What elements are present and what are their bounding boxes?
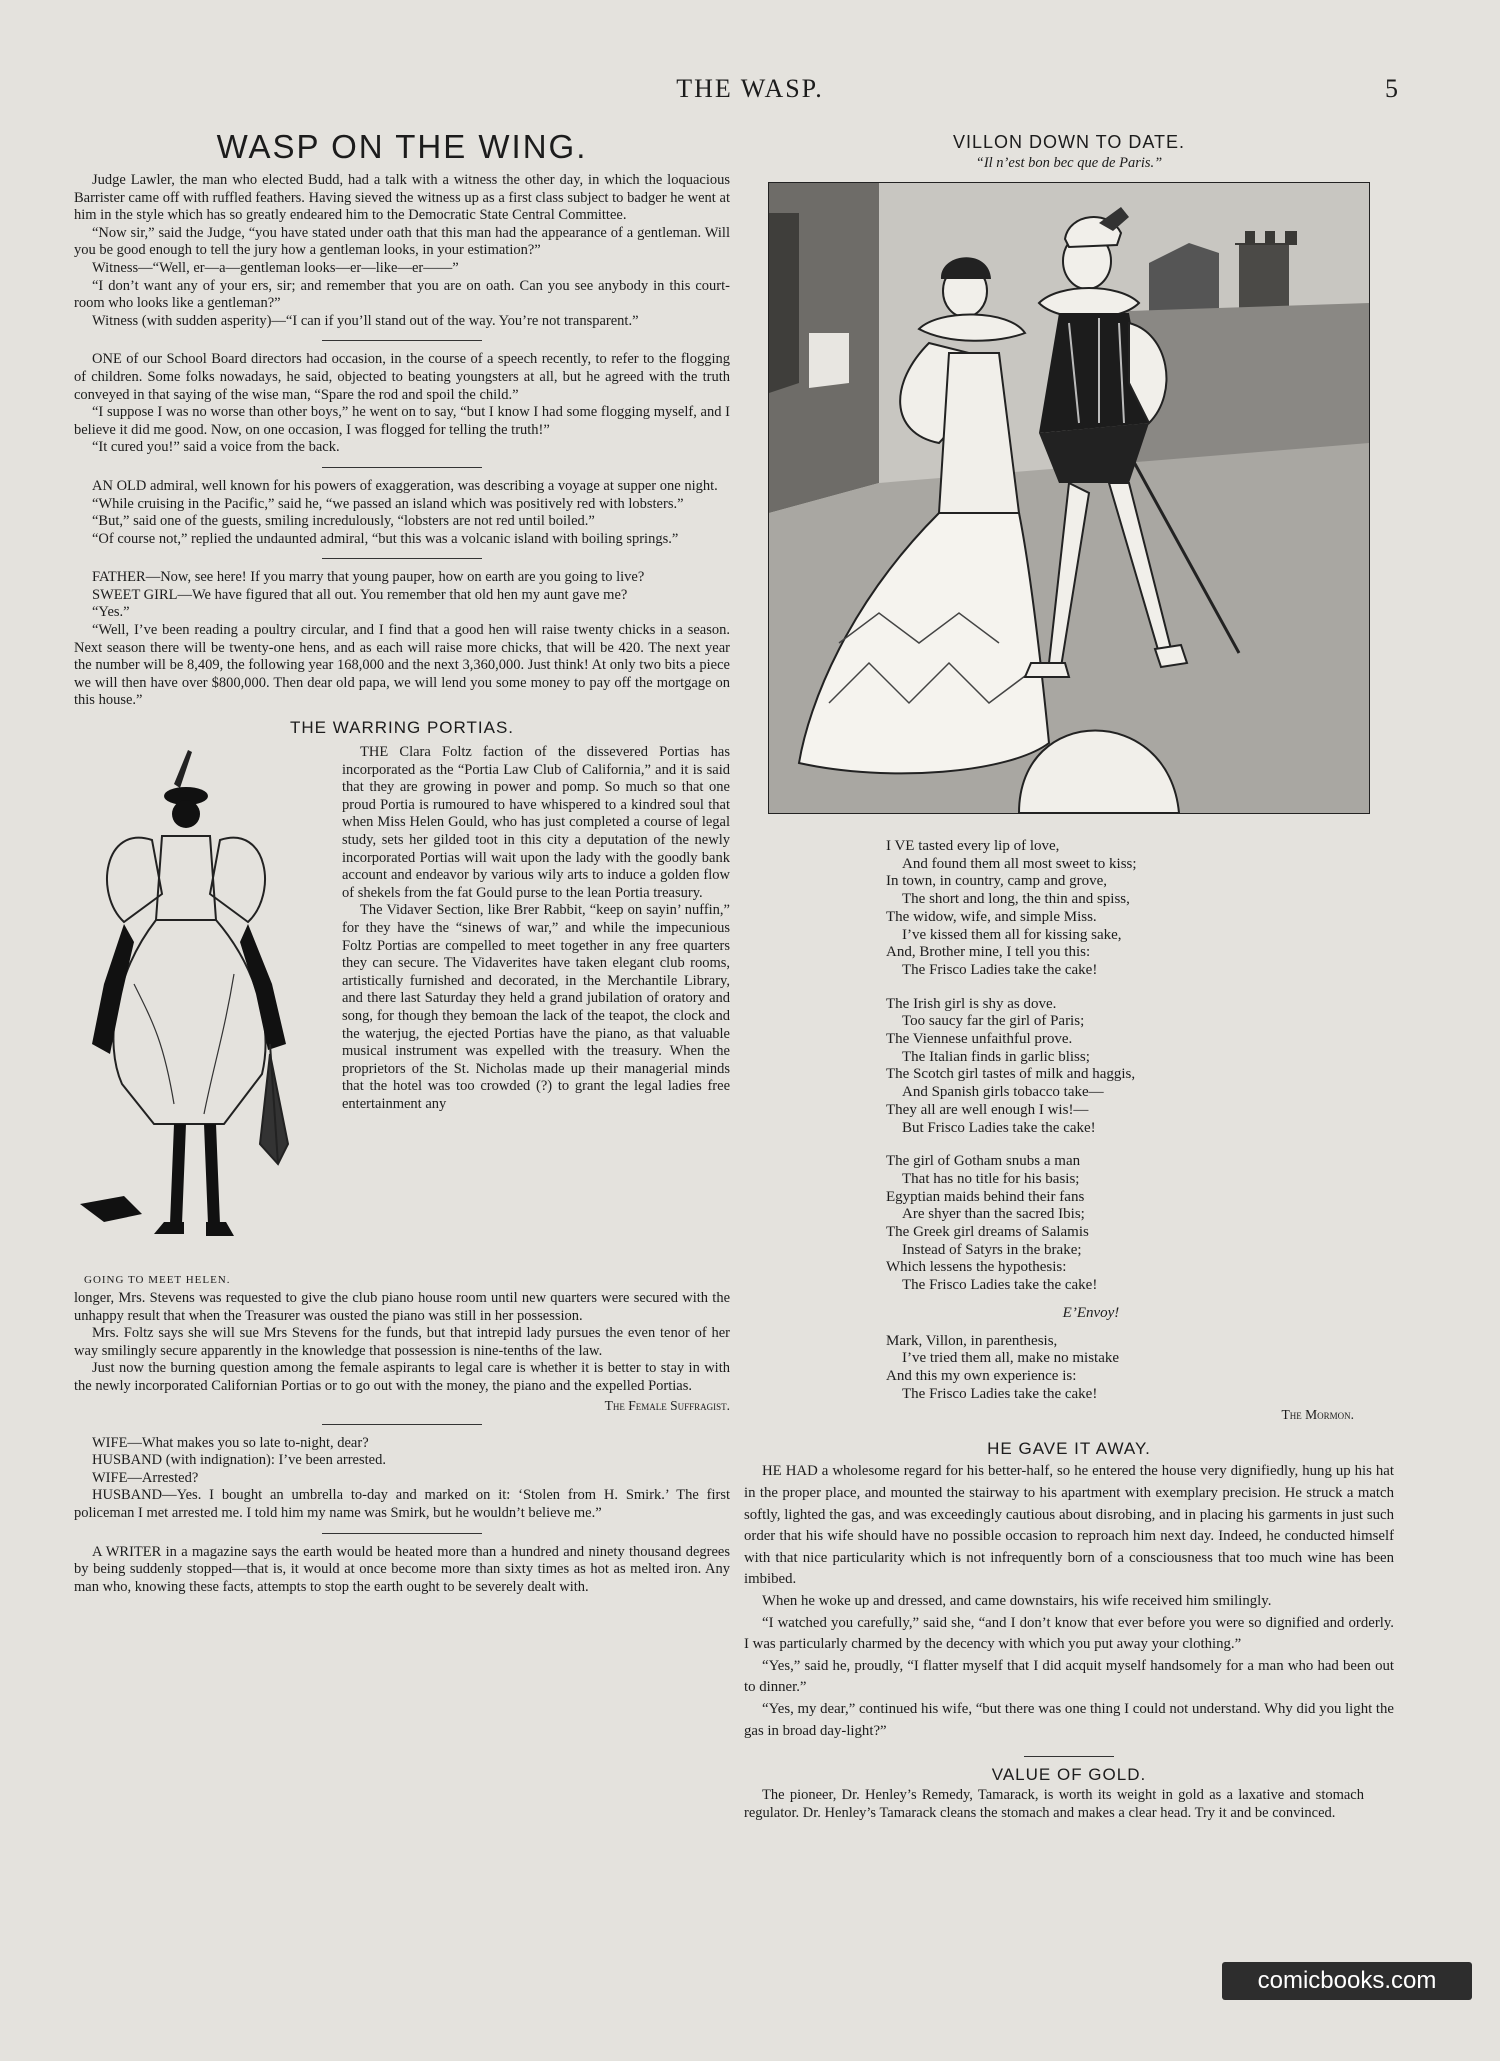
paragraph: “Yes.”: [92, 604, 130, 621]
divider: [322, 340, 482, 341]
divider: [1024, 1756, 1114, 1757]
envoy: E’Envoy!: [1062, 1304, 1120, 1321]
paragraph: SWEET GIRL—We have figured that all out. You remember that old hen my aunt gave me?: [92, 586, 628, 603]
villon-title: VILLON DOWN TO DATE.: [952, 132, 1186, 152]
villon-poem: [886, 838, 1296, 1403]
paragraph: “Yes, my dear,” continued his wife, “but there was one thing I could not understand. Why did you light the gas in broad day-light?”: [744, 1700, 1394, 1739]
item-admiral: [74, 478, 730, 548]
poem-line: Are shyer than the sacred Ibis;: [902, 1206, 1085, 1223]
poem-line: I VE tasted every lip of love,: [886, 838, 1060, 854]
portias-text-continued: [74, 1290, 730, 1396]
poem-line: Mark, Villon, in parenthesis,: [886, 1332, 1058, 1349]
paragraph: When he woke up and dressed, and came downstairs, his wife received him smilingly.: [762, 1592, 1272, 1609]
item-father: [74, 569, 730, 710]
paragraph: AN OLD admiral, well known for his powers of exaggeration, was describing a voyage at supper one night.: [92, 477, 718, 494]
item-gave: [744, 1461, 1394, 1742]
poem-line: The short and long, the thin and spiss,: [902, 891, 1130, 908]
poem-line: Which lessens the hypothesis:: [886, 1259, 1067, 1276]
paragraph: “I don’t want any of your ers, sir; and remember that you are on oath. Can you see anybody in this court-room who looks like a gentleman?”: [74, 277, 730, 312]
poem-stanza: [886, 838, 1296, 980]
item-wife: [74, 1435, 730, 1523]
paragraph: Mrs. Foltz says she will sue Mrs Stevens for the funds, but that intrepid lady pursues the even tenor of her way smilingly secure apparently in the knowledge that possession is nine-tenths of the law.: [74, 1325, 730, 1359]
paragraph: WIFE—Arrested?: [92, 1469, 199, 1486]
villon-illustration: [768, 182, 1370, 814]
paragraph: HUSBAND (with indignation): I’ve been arrested.: [92, 1452, 386, 1469]
illustration-caption: GOING TO MEET HELEN.: [84, 1274, 231, 1287]
portias-block: [74, 744, 730, 1290]
paragraph: “While cruising in the Pacific,” said he, “we passed an island which was positively red with lobsters.”: [92, 495, 684, 512]
poem-line: That has no title for his basis;: [902, 1170, 1080, 1187]
poem-line: The Viennese unfaithful prove.: [886, 1031, 1073, 1048]
signature: The Female Suffragist.: [604, 1397, 730, 1413]
gold-text: The pioneer, Dr. Henley’s Remedy, Tamarack, is worth its weight in gold as a laxative and stomach regulator. Dr. Henley’s Tamarack cleans the stomach and makes a clear head. Try it and be convinced.: [744, 1787, 1364, 1821]
poem-line: Instead of Satyrs in the brake;: [902, 1241, 1082, 1258]
poem-line: The Scotch girl tastes of milk and haggis,: [886, 1066, 1136, 1083]
signature: The Mormon.: [1281, 1407, 1354, 1423]
poem-line: The Italian finds in garlic bliss;: [902, 1048, 1090, 1065]
gold-title: VALUE OF GOLD.: [991, 1765, 1147, 1785]
divider: [322, 467, 482, 468]
poem-line: The Frisco Ladies take the cake!: [902, 1385, 1098, 1402]
paragraph: WIFE—What makes you so late to-night, dear?: [92, 1434, 369, 1451]
poem-line: In town, in country, camp and grove,: [886, 873, 1108, 890]
paragraph: “Yes,” said he, proudly, “I flatter myself that I did acquit myself handsomely for a man who had been out to dinner.”: [744, 1657, 1394, 1696]
poem-stanza: [886, 1153, 1296, 1295]
poem-line: And found them all most sweet to kiss;: [902, 855, 1137, 872]
paragraph: “Well, I’ve been reading a poultry circular, and I find that a good hen will raise twenty chicks in a season. Next season there will be twenty-one hens, and as each will raise more chicks, that will be 420. The next year the number will be 8,409, the following year 168,000 and the next 3,360,000. Just think! At only two bits a piece we will then have over $800,000. Then dear old papa, we will lend you some money to pay off the mortgage on this house.”: [74, 622, 730, 709]
poem-line: And, Brother mine, I tell you this:: [886, 944, 1091, 961]
paragraph: “I watched you carefully,” said she, “and I don’t know that ever before you were so dignified and orderly. I was particularly charmed by the decency with which you put away your clothing.”: [744, 1614, 1394, 1653]
paragraph: THE Clara Foltz faction of the dissevered Portias has incorporated as the “Portia Law Club of California,” and it is said that they are growing in power and pomp. So much so that one proud Portia is rumoured to have whispered to a kindred soul that when Miss Helen Gould, who has just completed a course of legal study, sets her gilded toot in this city a deputation of the newly incorporated Portias will wait upon the lady with the goodly bank account and endeavor by various wily arts to induce a golden flow of shekels from the fat Gould purse to the lean Portia treasury.: [342, 744, 730, 901]
poem-line: The Frisco Ladies take the cake!: [902, 1277, 1098, 1294]
paragraph: “Now sir,” said the Judge, “you have stated under oath that this man had the appearance of a gentleman. Will you be good enough to tell the jury how a gentleman looks, in your estimation?”: [74, 224, 730, 259]
portias-heading: THE WARRING PORTIAS.: [289, 718, 515, 738]
paragraph: longer, Mrs. Stevens was requested to give the club piano house room until new quarters were secured with the unhappy result that when the Treasurer was ousted the piano was still in her possession.: [74, 1290, 730, 1324]
poem-line: I’ve tried them all, make no mistake: [902, 1350, 1120, 1367]
paragraph: Witness—“Well, er—a—gentleman looks—er—like—er——”: [92, 259, 459, 276]
divider: [322, 1424, 482, 1425]
poem-line: And Spanish girls tobacco take—: [902, 1084, 1104, 1101]
item-school-board: [74, 351, 730, 457]
paragraph: Just now the burning question among the female aspirants to legal care is whether it is better to stay in with the newly incorporated Californian Portias or to go out with the money, the piano and the expelled Portias.: [74, 1360, 730, 1394]
item-gold: [744, 1787, 1394, 1822]
left-column: [74, 128, 730, 1998]
right-column: [744, 128, 1394, 1998]
paragraph: Witness (with sudden asperity)—“I can if you’ll stand out of the way. You’re not transparent.”: [92, 312, 639, 329]
paragraph: HUSBAND—Yes. I bought an umbrella to-day and marked on it: ‘Stolen from H. Smirk.’ The first policeman I met arrested me. I told him my name was Smirk, but he wouldn’t believe me.”: [74, 1487, 730, 1521]
paragraph: Judge Lawler, the man who elected Budd, had a talk with a witness the other day, in which the loquacious Barrister came off with ruffled feathers. Having sieved the witness up as a first class subject to badger he went at him in the style which has so greatly endeared him to the Democratic State Central Committee.: [74, 172, 730, 224]
divider: [322, 1533, 482, 1534]
portia-illustration: [74, 744, 314, 1290]
item-judge: [74, 172, 730, 330]
section-title: WASP ON THE WING.: [216, 128, 588, 165]
paragraph: HE HAD a wholesome regard for his better-half, so he entered the house very dignifiedly, hung up his hat in the proper place, and mounted the stairway to his apartment with exemplary precision. He struck a match softly, lighted the gas, and was exceedingly cautious about disrobing, and in placing his garments in just such order that his wife should have no possible occasion to reproach him next day. Indeed, he conducted himself with that nice particularity which is not infrequently born of a consciousness that too much wine has been imbibed.: [744, 1463, 1394, 1588]
item-writer: [74, 1544, 730, 1597]
paragraph: The Vidaver Section, like Brer Rabbit, “keep on sayin’ nuffin,” for they have the “sinews of war,” and while the impecunious Foltz Portias are compelled to meet together in any free quarters they can secure. The Vidaverites have taken elegant club rooms, artistically furnished and decorated, in the Merchantile Library, and there last Saturday they held a grand jubilation of oratory and song, for though they bemoan the lack of the teapot, the clock and the waterjug, the ejected Portias have the piano, as that valuable musical instrument was expelled with the treasury. When the proprietors of the St. Nicholas made up their managerial minds that the hotel was too crowded (?) to grant the legal ladies free entertainment any: [342, 902, 730, 1112]
poem-line: Egyptian maids behind their fans: [886, 1188, 1085, 1205]
paragraph: A WRITER in a magazine says the earth would be heated more than a hundred and ninety thousand degrees by being suddenly stopped—that is, it would at once become more than sixty times as hot as melted iron. Any man who, knowing these facts, attempts to stop the earth ought to be severely dealt with.: [74, 1543, 730, 1595]
poem-line: The girl of Gotham snubs a man: [886, 1153, 1081, 1170]
villon-subtitle: “Il n’est bon bec que de Paris.”: [975, 155, 1163, 171]
paragraph: FATHER—Now, see here! If you marry that young pauper, how on earth are you going to live?: [92, 569, 645, 586]
poem-line: The Greek girl dreams of Salamis: [886, 1224, 1089, 1241]
paragraph: “It cured you!” said a voice from the back.: [92, 439, 340, 456]
paragraph: “But,” said one of the guests, smiling incredulously, “lobsters are not red until boiled.”: [92, 513, 595, 530]
poem-line: They all are well enough I wis!—: [886, 1101, 1089, 1118]
portias-text-beside: [342, 744, 730, 1113]
poem-line: Too saucy far the girl of Paris;: [902, 1013, 1085, 1030]
poem-line: I’ve kissed them all for kissing sake,: [902, 926, 1122, 943]
watermark: comicbooks.com: [1222, 1962, 1472, 2000]
poem-stanza: [886, 1333, 1296, 1404]
poem-line: The Frisco Ladies take the cake!: [902, 961, 1098, 978]
paragraph: ONE of our School Board directors had occasion, in the course of a speech recently, to refer to the flogging of children. Some folks nowadays, he said, objected to beating youngsters at all, but he agreed with the truth conveyed in that saying of the wise man, “Spare the rod and spoil the child.”: [74, 351, 730, 403]
poem-line: And this my own experience is:: [886, 1367, 1077, 1384]
poem-stanza: [886, 996, 1296, 1138]
paragraph: “Of course not,” replied the undaunted admiral, “but this was a volcanic island with boiling springs.”: [92, 530, 679, 547]
poem-line: But Frisco Ladies take the cake!: [902, 1119, 1096, 1136]
poem-line: The Irish girl is shy as dove.: [886, 995, 1057, 1012]
gave-title: HE GAVE IT AWAY.: [987, 1439, 1151, 1459]
divider: [322, 558, 482, 559]
paragraph: “I suppose I was no worse than other boys,” he went on to say, “but I know I had some flogging myself, and I believe it did me good. Now, on one occasion, I was flogged for telling the truth!”: [74, 404, 730, 438]
poem-line: The widow, wife, and simple Miss.: [886, 908, 1097, 925]
running-head: THE WASP.: [676, 74, 824, 103]
page-number: 5: [1385, 74, 1398, 103]
